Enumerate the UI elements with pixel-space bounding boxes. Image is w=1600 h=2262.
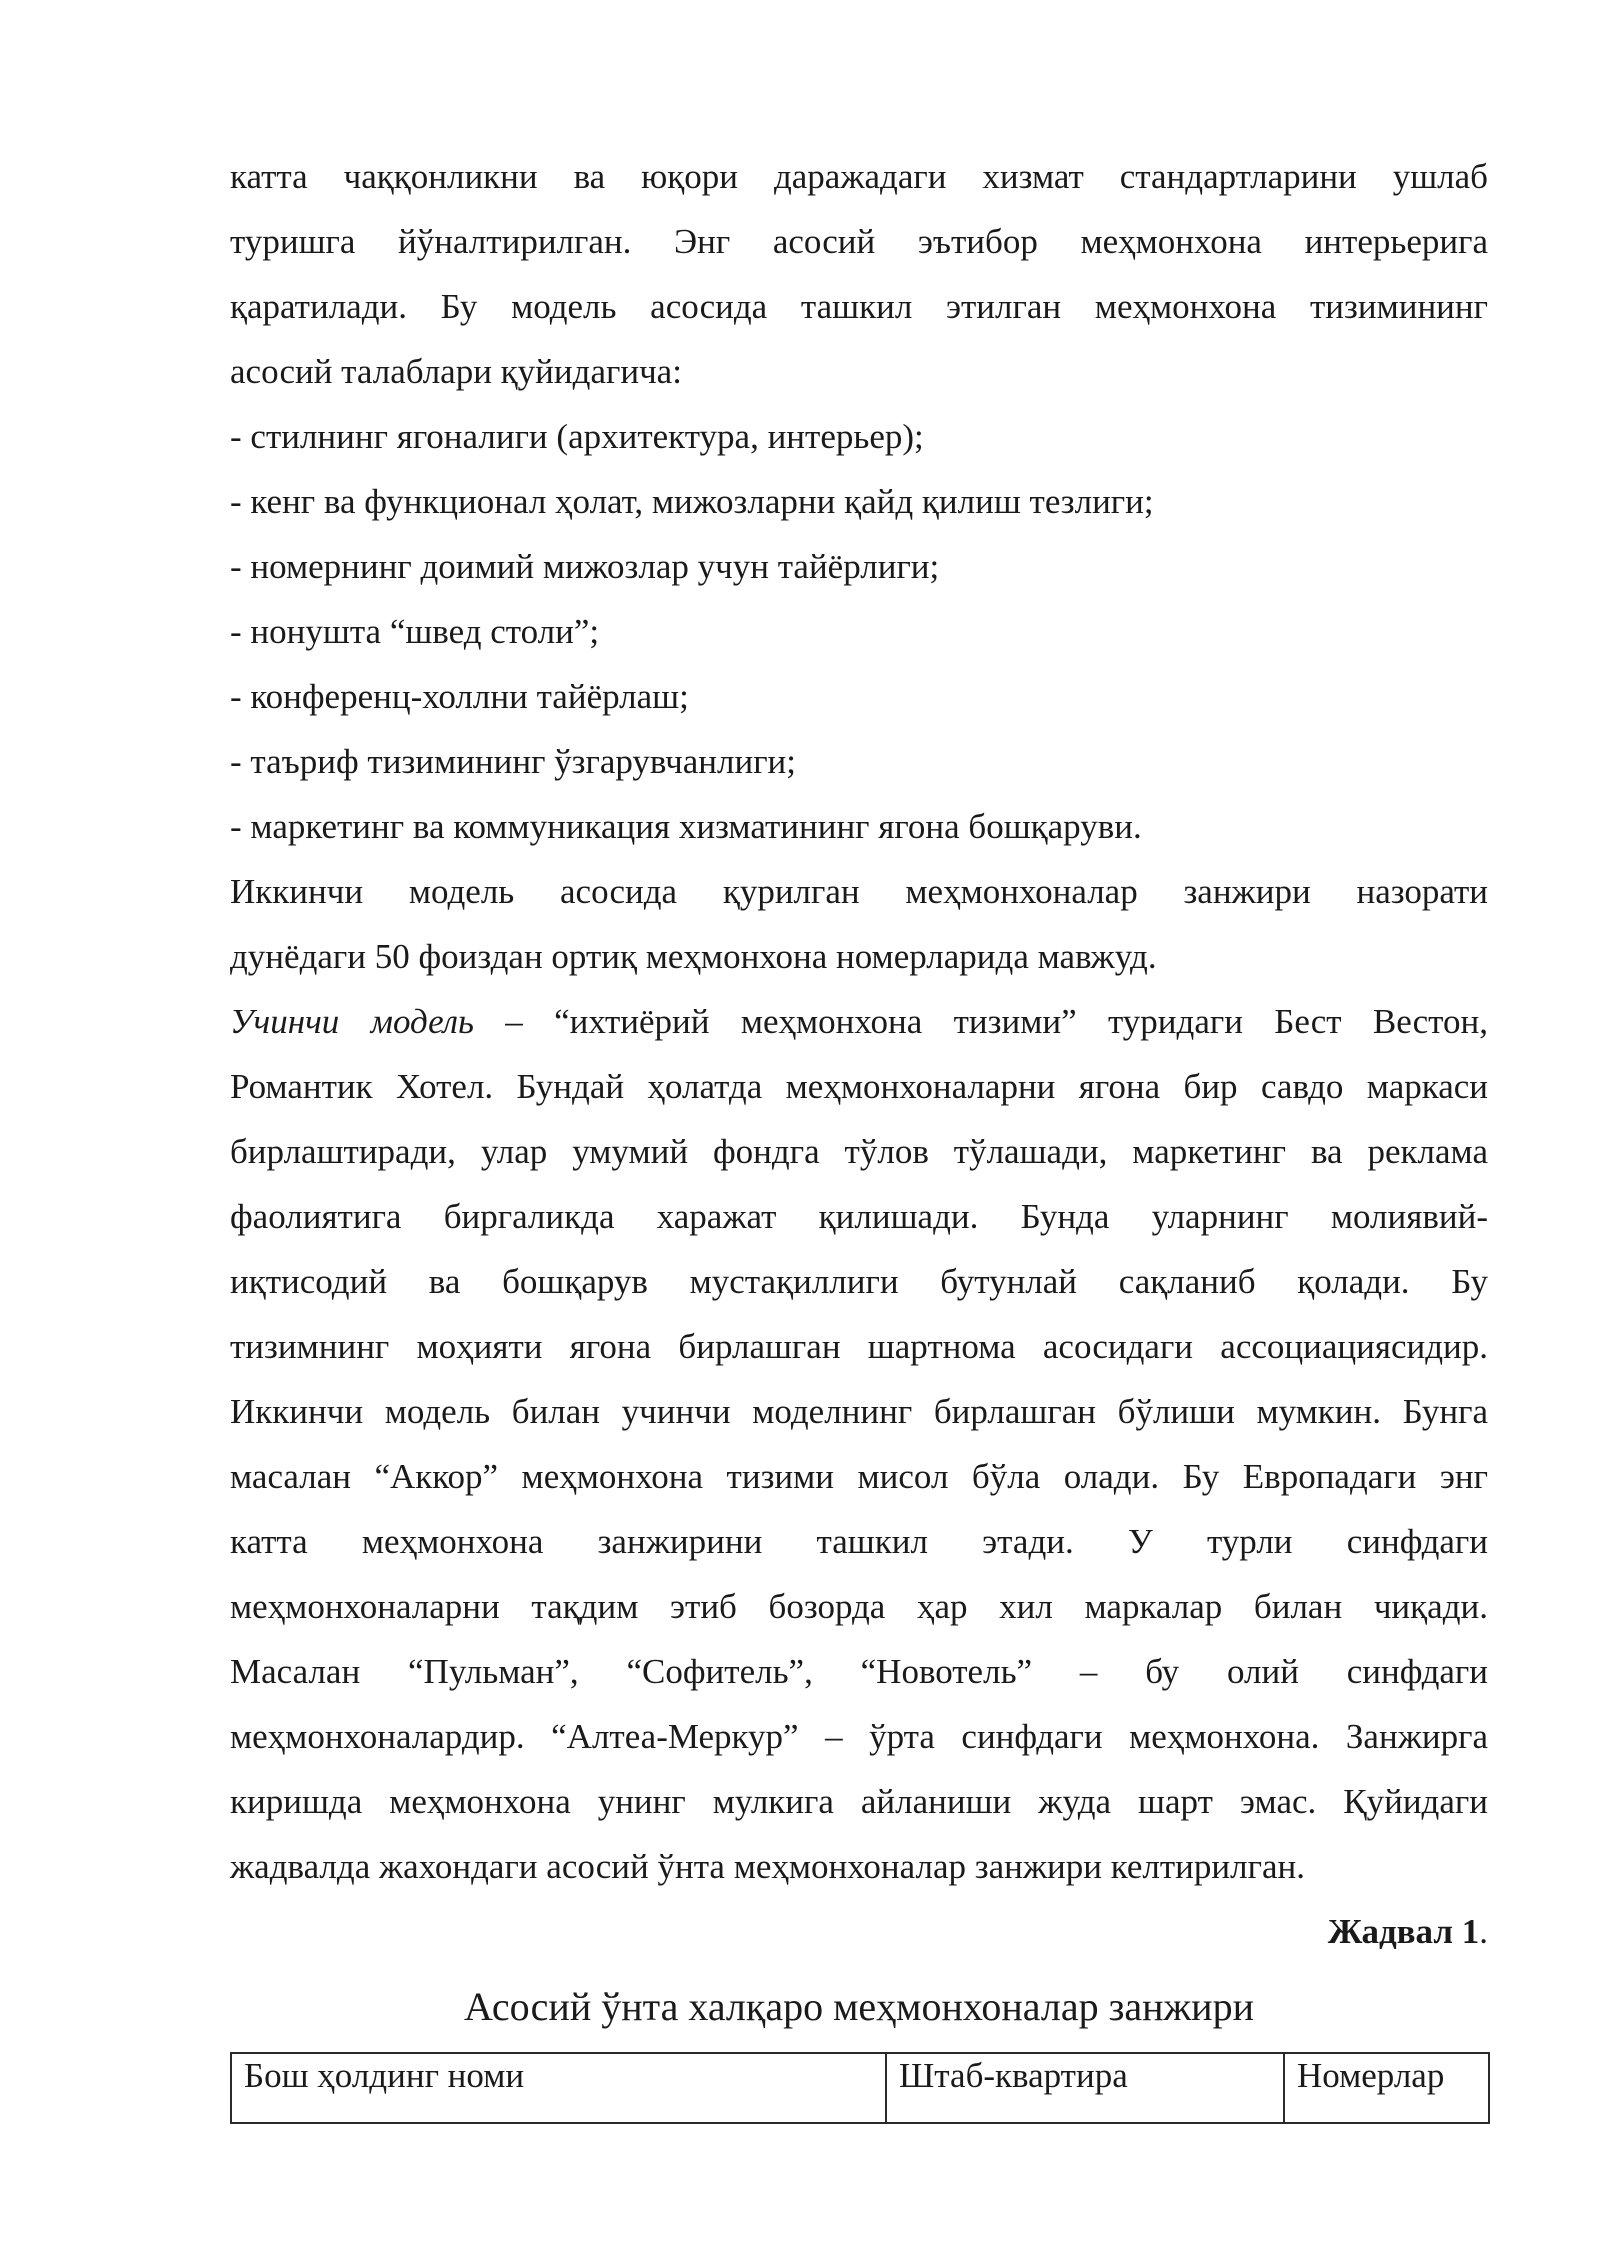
text-line: фаолиятига биргаликда харажат қилишади. Бунда уларнинг молиявий-	[230, 1197, 1488, 1236]
table-title: Асосий ўнта халқаро меҳмонхоналар занжири	[464, 1984, 1254, 2029]
text-line: Иккинчи модель билан учинчи моделнинг бирлашган бўлиши мумкин. Бунга	[230, 1392, 1488, 1431]
column-header-headquarters: Штаб-квартира	[886, 2053, 1284, 2123]
table-label-dot: .	[1479, 1912, 1488, 1951]
text-line: тизимнинг моҳияти ягона бирлашган шартнома асосидаги ассоциациясидир.	[230, 1327, 1488, 1366]
text-line: киришда меҳмонхона унинг мулкига айланиши жуда шарт эмас. Қуйидаги	[230, 1782, 1488, 1821]
text-line: меҳмонхоналарни тақдим этиб бозорда ҳар хил маркалар билан чиқади.	[230, 1587, 1488, 1626]
text-line: дунёдаги 50 фоиздан ортиқ меҳмонхона номерларида мавжуд.	[230, 937, 1157, 976]
list-item: - таъриф тизимининг ўзгарувчанлиги;	[230, 742, 796, 781]
text-line: Романтик Хотел. Бундай ҳолатда меҳмонхоналарни ягона бир савдо маркаси	[230, 1067, 1488, 1106]
text-line	[230, 989, 1488, 1054]
hotel-chains-table	[230, 2052, 1490, 2124]
table-number: Жадвал 1	[1327, 1912, 1480, 1951]
text-line: Иккинчи модель асосида қурилган меҳмонхоналар занжири назорати	[230, 872, 1488, 911]
text-line: иқтисодий ва бошқарув мустақиллиги бутунлай сақланиб қолади. Бу	[230, 1262, 1488, 1301]
text-line: катта меҳмонхона занжирини ташкил этади. У турли синфдаги	[230, 1522, 1488, 1561]
model-3-heading: Учинчи модель	[230, 1002, 474, 1041]
list-item: - маркетинг ва коммуникация хизматининг ягона бошқаруви.	[230, 807, 1142, 846]
text-line: асосий талаблари қуйидагича:	[230, 352, 682, 391]
column-header-rooms: Номерлар	[1284, 2053, 1489, 2123]
list-item: - номернинг доимий мижозлар учун тайёрлиги;	[230, 547, 940, 586]
list-item: - конференц-холлни тайёрлаш;	[230, 677, 689, 716]
text-line: бирлаштиради, улар умумий фондга тўлов тўлашади, маркетинг ва реклама	[230, 1132, 1488, 1171]
list-item: - стилнинг ягоналиги (архитектура, интерьер);	[230, 417, 924, 456]
list-item: - нонушта “швед столи”;	[230, 612, 600, 651]
text-line: Масалан “Пульман”, “Софитель”, “Новотель” – бу олий синфдаги	[230, 1652, 1488, 1691]
paragraph-1	[230, 144, 1488, 404]
text-line: масалан “Аккор” меҳмонхона тизими мисол бўла олади. Бу Европадаги энг	[230, 1457, 1488, 1496]
model-3-text: – “ихтиёрий меҳмонхона тизими” туридаги Бест Вестон,	[473, 1002, 1488, 1041]
text-line: қаратилади. Бу модель асосида ташкил этилган меҳмонхона тизимининг	[230, 287, 1488, 326]
column-header-holding-name: Бош ҳолдинг номи	[231, 2053, 886, 2123]
document-page	[230, 144, 1488, 2124]
text-line: жадвалда жахондаги асосий ўнта меҳмонхоналар занжири келтирилган.	[230, 1847, 1305, 1886]
paragraph-3	[230, 989, 1488, 1899]
requirements-list	[230, 404, 1488, 859]
text-line: катта чаққонликни ва юқори даражадаги хизмат стандартларини ушлаб	[230, 157, 1488, 196]
text-line: туришга йўналтирилган. Энг асосий эътибор меҳмонхона интерьерига	[230, 222, 1488, 261]
table-label	[230, 1899, 1488, 1964]
paragraph-2	[230, 859, 1488, 989]
text-line: меҳмонхоналардир. “Алтеа-Меркур” – ўрта синфдаги меҳмонхона. Занжирга	[230, 1717, 1488, 1756]
list-item: - кенг ва функционал ҳолат, мижозларни қайд қилиш тезлиги;	[230, 482, 1154, 521]
table-header-row	[231, 2053, 1489, 2123]
